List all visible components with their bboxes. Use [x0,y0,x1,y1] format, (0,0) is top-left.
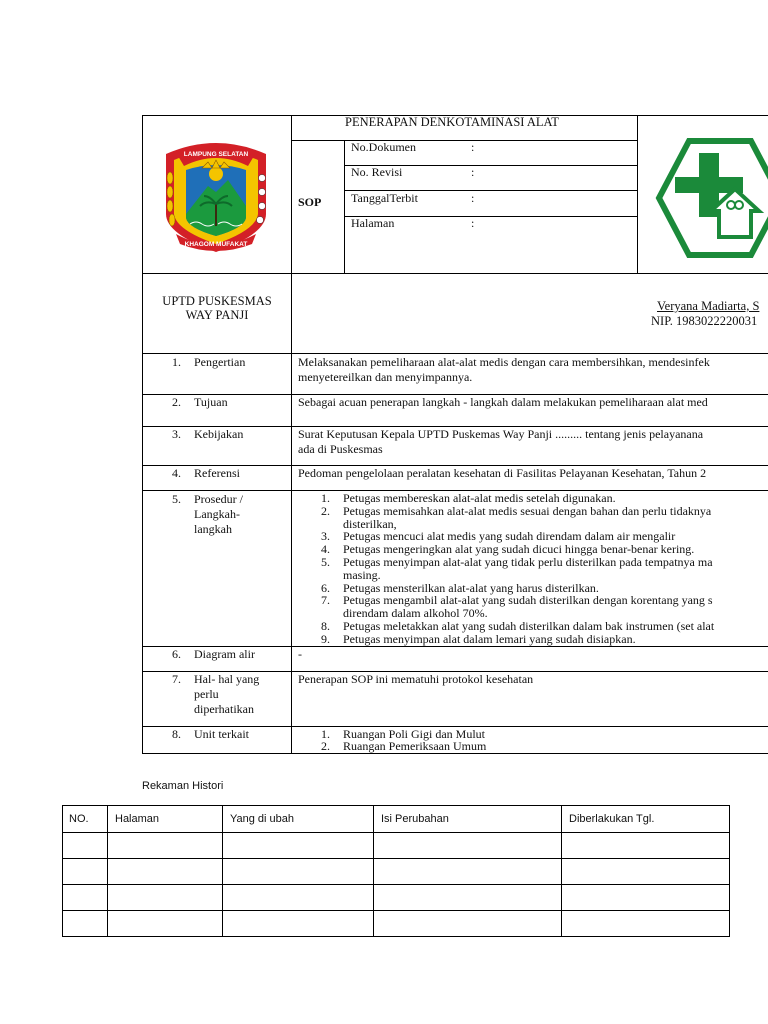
meta-no-revisi-value: : [471,165,475,179]
step-number: 6. [321,580,330,595]
step-text: Petugas mensterilkan alat-alat yang harus disterilkan. [343,580,599,595]
step-number: 4. [321,542,330,557]
meta-tanggal-terbit-value: : [471,191,475,205]
procedure-steps-list [298,492,768,646]
row-hal-label-3: diperhatikan [194,702,254,716]
org-name-line2: WAY PANJI [185,308,249,322]
step-number: 3. [321,529,330,544]
step-number: 5. [321,554,330,569]
row-prosedur-num: 5. [172,492,181,506]
step-number: 9. [321,631,330,646]
procedure-step [298,505,768,518]
unit-item-number: 2. [321,739,330,753]
row-kebijakan-num: 3. [172,427,181,441]
step-text-cont: disterilkan, [343,516,397,531]
unit-item-number: 1. [321,727,330,741]
puskesmas-logo [655,137,768,259]
step-text: Petugas mencuci alat medis yang sudah direndam dalam air mengalir [343,529,676,544]
meta-tanggal-terbit-label: TanggalTerbit [351,191,418,205]
lampung-selatan-logo [156,134,276,256]
unit-item-text: Ruangan Pemeriksaan Umum [343,739,487,753]
row-kebijakan-text: Surat Keputusan Kepala UPTD Puskemas Way Panji ......... tentang jenis pelayanana [298,427,704,441]
row-referensi-text: Pedoman pengelolaan peralatan kesehatan di Fasilitas Pelayanan Kesehatan, Tahun 2 [298,466,707,480]
step-text: Petugas menyimpan alat dalam lemari yang sudah disiapkan. [343,631,636,646]
row-kebijakan-label: Kebijakan [194,427,244,441]
history-header-no: NO. [69,813,89,825]
history-header-halaman: Halaman [115,813,160,825]
meta-no-dokumen-label: No.Dokumen [351,140,416,154]
row-unit-num: 8. [172,727,181,741]
row-prosedur-label-3: langkah [194,522,232,536]
procedure-step [298,620,768,633]
step-number: 8. [321,618,330,633]
step-text: Petugas membereskan alat-alat medis setelah digunakan. [343,491,616,505]
logo-bottom-text: KHAGOM MUFAKAT [184,241,248,248]
step-text-cont: direndam dalam alkohol 70%. [343,606,488,621]
step-text-cont: masing. [343,567,381,582]
meta-halaman-label: Halaman [351,216,395,230]
row-hal-label-1: Hal- hal yang [194,672,260,686]
step-number: 1. [321,491,330,505]
signer-name: Veryana Madiarta, S [657,299,760,313]
history-header-diberlakukan: Diberlakukan Tgl. [569,813,655,825]
step-number: 7. [321,593,330,608]
row-pengertian-num: 1. [172,355,181,369]
row-referensi-num: 4. [172,466,181,480]
document-title: PENERAPAN DENKOTAMINASI ALAT [345,115,559,129]
procedure-step [298,633,768,646]
procedure-step [298,492,768,505]
row-prosedur-label-2: Langkah- [194,507,240,521]
step-text: Petugas memisahkan alat-alat medis sesuai dengan bahan dan perlu tidaknya [343,503,712,518]
signer-nip: NIP. 1983022220031 [651,314,758,328]
step-text: Petugas mengeringkan alat yang sudah dicuci hingga benar-benar kering. [343,542,695,557]
unit-item-text: Ruangan Poli Gigi dan Mulut [343,727,485,741]
row-hal-text: Penerapan SOP ini mematuhi protokol kesehatan [298,672,534,686]
procedure-step-continuation [298,569,768,582]
row-diagram-label: Diagram alir [194,647,255,661]
row-hal-num: 7. [172,672,181,686]
row-tujuan-label: Tujuan [194,395,228,409]
org-name-line1: UPTD PUSKESMAS [162,294,272,308]
row-tujuan-text: Sebagai acuan penerapan langkah - langkah dalam melakukan pemeliharaan alat med [298,395,708,409]
procedure-step [298,556,768,569]
history-table [62,805,730,937]
row-pengertian-text: Melaksanakan pemeliharaan alat-alat medis dengan cara membersihkan, mendesinfek [298,355,710,369]
history-title: Rekaman Histori [142,780,224,792]
row-pengertian-text-cont: menyetereilkan dan menyimpannya. [298,370,473,384]
meta-no-revisi-label: No. Revisi [351,165,403,179]
step-text: Petugas menyimpan alat-alat yang tidak perlu disterilkan pada tempatnya ma [343,554,713,569]
row-tujuan-num: 2. [172,395,181,409]
sop-label: SOP [298,195,322,209]
row-prosedur-label-1: Prosedur / [194,492,243,506]
step-text: Petugas meletakkan alat yang sudah disterilkan dalam bak instrumen (set alat [343,618,715,633]
row-referensi-label: Referensi [194,466,240,480]
history-header-isi-perubahan: Isi Perubahan [381,813,449,825]
row-kebijakan-text-cont: ada di Puskesmas [298,442,383,456]
step-text: Petugas mengambil alat-alat yang sudah disterilkan dengan korentang yang s [343,593,713,608]
row-pengertian-label: Pengertian [194,355,246,369]
row-diagram-text: - [298,647,302,661]
row-diagram-num: 6. [172,647,181,661]
step-number: 2. [321,503,330,518]
meta-halaman-value: : [471,216,475,230]
history-header-yang-diubah: Yang di ubah [230,813,295,825]
meta-no-dokumen-value: : [471,140,475,154]
row-hal-label-2: perlu [194,687,219,701]
row-unit-label: Unit terkait [194,727,249,741]
logo-top-text: LAMPUNG SELATAN [183,151,249,158]
